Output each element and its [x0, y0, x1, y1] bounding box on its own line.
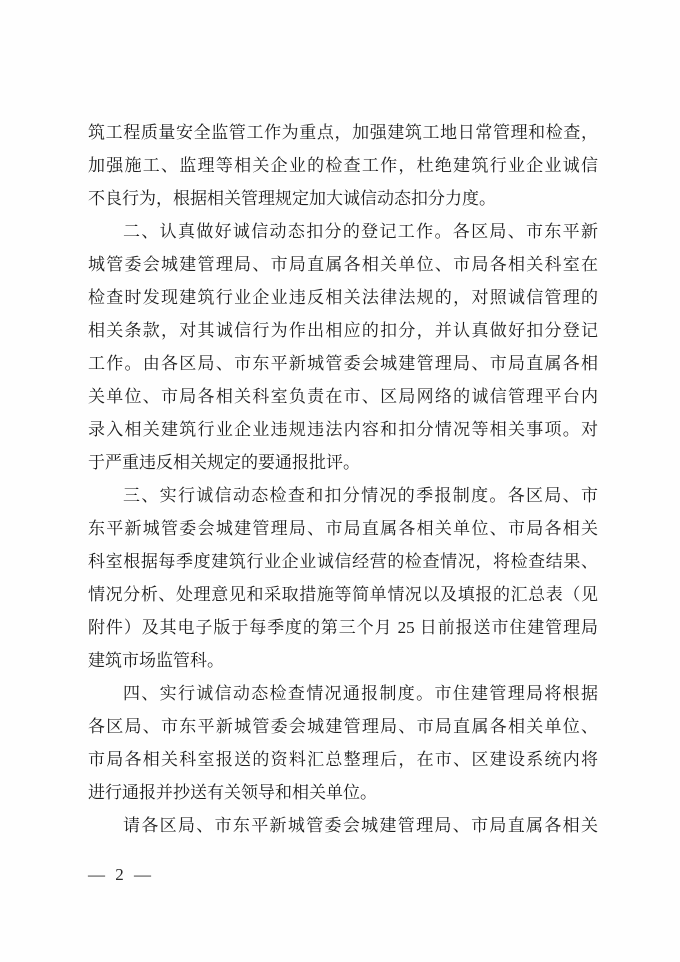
document-body — [88, 116, 598, 842]
text-line: 市局各相关科室报送的资料汇总整理后，在市、区建设系统内将 — [88, 750, 598, 769]
text-line: 情况分析、处理意见和采取措施等简单情况以及填报的汇总表（见 — [88, 585, 598, 604]
text-line: 工作。由各区局、市东平新城管委会城建管理局、市局直属各相 — [88, 354, 598, 373]
paragraph — [88, 677, 598, 809]
text-line: 不良行为，根据相关管理规定加大诚信动态扣分力度。 — [88, 189, 496, 208]
text-line: 二、认真做好诚信动态扣分的登记工作。各区局、市东平新 — [123, 222, 598, 241]
text-line: 加强施工、监理等相关企业的检查工作，杜绝建筑行业企业诚信 — [88, 156, 598, 175]
page-number: — 2 — — [88, 865, 154, 884]
paragraph — [88, 809, 598, 842]
text-line: 附件）及其电子版于每季度的第三个月 25 日前报送市住建管理局 — [88, 618, 598, 637]
text-line: 请各区局、市东平新城管委会城建管理局、市局直属各相关 — [123, 816, 598, 835]
text-line: 科室根据每季度建筑行业企业诚信经营的检查情况，将检查结果、 — [88, 552, 598, 571]
paragraph — [88, 215, 598, 479]
text-line: 城管委会城建管理局、市局直属各相关单位、市局各相关科室在 — [88, 255, 598, 274]
text-line: 录入相关建筑行业企业违规违法内容和扣分情况等相关事项。对 — [88, 420, 598, 439]
text-line: 于严重违反相关规定的要通报批评。 — [88, 453, 360, 472]
text-line: 建筑市场监管科。 — [88, 651, 224, 670]
text-line: 检查时发现建筑行业企业违反相关法律法规的，对照诚信管理的 — [88, 288, 598, 307]
text-line: 东平新城管委会城建管理局、市局直属各相关单位、市局各相关 — [88, 519, 598, 538]
text-line: 筑工程质量安全监管工作为重点，加强建筑工地日常管理和检查， — [88, 123, 598, 142]
text-line: 四、实行诚信动态检查情况通报制度。市住建管理局将根据 — [123, 684, 598, 703]
text-line: 三、实行诚信动态检查和扣分情况的季报制度。各区局、市 — [123, 486, 598, 505]
text-line: 相关条款，对其诚信行为作出相应的扣分，并认真做好扣分登记 — [88, 321, 598, 340]
paragraph — [88, 116, 598, 215]
text-line: 各区局、市东平新城管委会城建管理局、市局直属各相关单位、 — [88, 717, 598, 736]
paragraph — [88, 479, 598, 677]
text-line: 关单位、市局各相关科室负责在市、区局网络的诚信管理平台内 — [88, 387, 598, 406]
text-line: 进行通报并抄送有关领导和相关单位。 — [88, 783, 377, 802]
